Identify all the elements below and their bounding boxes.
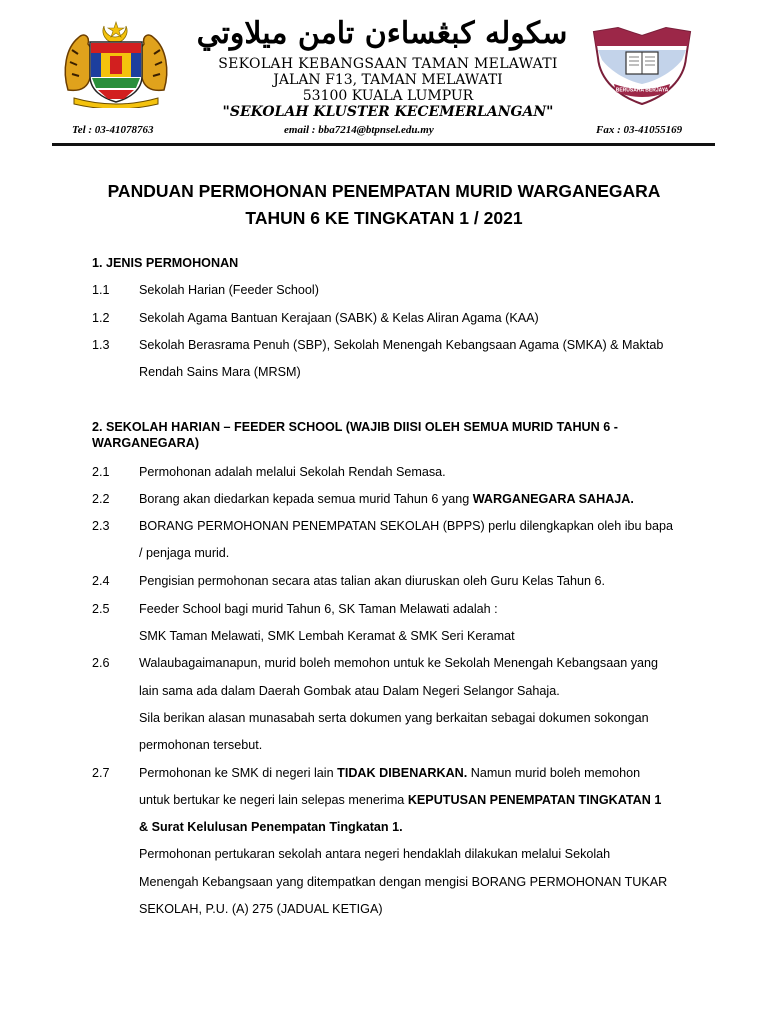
item-text: SEKOLAH, P.U. (A) 275 (JADUAL KETIGA) bbox=[139, 902, 383, 916]
telephone: Tel : 03-41078763 bbox=[72, 124, 154, 136]
item-text: / penjaga murid. bbox=[139, 546, 230, 560]
fax: Fax : 03-41055169 bbox=[596, 124, 683, 136]
document-title bbox=[0, 178, 768, 232]
item-text-bold: TIDAK DIBENARKAN. bbox=[337, 766, 468, 780]
item-text-part: Namun murid boleh memohon bbox=[467, 766, 641, 780]
item-text: Menengah Kebangsaan yang ditempatkan dengan mengisi BORANG PERMOHONAN TUKAR bbox=[139, 875, 668, 889]
item-number: 1.3 bbox=[92, 338, 110, 352]
item-text: Walaubagaimanapun, murid boleh memohon untuk ke Sekolah Menengah Kebangsaan yang bbox=[139, 656, 659, 670]
item-number: 2.3 bbox=[92, 519, 110, 533]
item-text: permohonan tersebut. bbox=[139, 738, 263, 752]
title-line-2: TAHUN 6 KE TINGKATAN 1 / 2021 bbox=[245, 208, 523, 228]
logo-text: BERUSAHA BERJAYA bbox=[615, 87, 669, 94]
item-text: Sekolah Harian (Feeder School) bbox=[139, 283, 319, 297]
school-logo-icon bbox=[588, 24, 696, 106]
item-text: Permohonan pertukaran sekolah antara negeri hendaklah dilakukan melalui Sekolah bbox=[139, 847, 611, 861]
item-text: lain sama ada dalam Daerah Gombak atau Dalam Negeri Selangor Sahaja. bbox=[139, 684, 560, 698]
item-number: 1.1 bbox=[92, 283, 110, 297]
school-name: SEKOLAH KEBANGSAAN TAMAN MELAWATI bbox=[218, 56, 558, 72]
item-number: 2.6 bbox=[92, 656, 110, 670]
school-motto: "SEKOLAH KLUSTER KECEMERLANGAN" bbox=[222, 104, 554, 120]
item-number: 1.2 bbox=[92, 311, 110, 325]
item-text-part: Borang akan diedarkan kepada semua murid Tahun 6 yang bbox=[139, 492, 473, 506]
jawi-school-name: سکوله کبڠساءن تامن ميلاوتي bbox=[196, 16, 568, 51]
item-text: Sekolah Agama Bantuan Kerajaan (SABK) & Kelas Aliran Agama (KAA) bbox=[139, 311, 539, 325]
item-text-part: Permohonan ke SMK di negeri lain bbox=[139, 766, 338, 780]
item-text-bold: WARGANEGARA SAHAJA. bbox=[472, 492, 634, 506]
item-text bbox=[139, 766, 640, 780]
item-text: BORANG PERMOHONAN PENEMPATAN SEKOLAH (BPPS) perlu dilengkapkan oleh ibu bapa bbox=[139, 519, 674, 533]
item-number: 2.4 bbox=[92, 574, 110, 588]
address-line-1: JALAN F13, TAMAN MELAWATI bbox=[273, 72, 503, 88]
section-2-heading-cont: WARGANEGARA) bbox=[92, 436, 200, 450]
item-text bbox=[139, 492, 634, 506]
item-text: Sekolah Berasrama Penuh (SBP), Sekolah Menengah Kebangsaan Agama (SMKA) & Maktab bbox=[139, 338, 664, 352]
item-text: Rendah Sains Mara (MRSM) bbox=[139, 365, 301, 379]
item-text: Pengisian permohonan secara atas talian akan diuruskan oleh Guru Kelas Tahun 6. bbox=[139, 574, 606, 588]
item-text: Permohonan adalah melalui Sekolah Rendah Semasa. bbox=[139, 465, 446, 479]
coat-of-arms-icon bbox=[60, 20, 172, 108]
header-divider bbox=[52, 143, 715, 146]
item-text: Feeder School bagi murid Tahun 6, SK Taman Melawati adalah : bbox=[139, 602, 498, 616]
item-text-bold: KEPUTUSAN PENEMPATAN TINGKATAN 1 bbox=[407, 793, 662, 807]
item-text: Sila berikan alasan munasabah serta dokumen yang berkaitan sebagai dokumen sokongan bbox=[139, 711, 649, 725]
item-number: 2.5 bbox=[92, 602, 110, 616]
address-line-2: 53100 KUALA LUMPUR bbox=[302, 88, 474, 104]
item-text-part: untuk bertukar ke negeri lain selepas menerima bbox=[139, 793, 408, 807]
title-line-1: PANDUAN PERMOHONAN PENEMPATAN MURID WARGANEGARA bbox=[107, 181, 661, 201]
section-2-heading: 2. SEKOLAH HARIAN – FEEDER SCHOOL (WAJIB DIISI OLEH SEMUA MURID TAHUN 6 - bbox=[92, 420, 618, 434]
item-number: 2.7 bbox=[92, 766, 110, 780]
school-info bbox=[178, 57, 598, 120]
item-text: SMK Taman Melawati, SMK Lembah Keramat & SMK Seri Keramat bbox=[139, 629, 515, 643]
item-text bbox=[139, 793, 661, 807]
email: email : bba7214@btpnsel.edu.my bbox=[284, 124, 434, 136]
item-number: 2.1 bbox=[92, 465, 110, 479]
item-number: 2.2 bbox=[92, 492, 110, 506]
item-text: & Surat Kelulusan Penempatan Tingkatan 1. bbox=[139, 820, 403, 834]
section-1-heading: 1. JENIS PERMOHONAN bbox=[92, 256, 239, 270]
